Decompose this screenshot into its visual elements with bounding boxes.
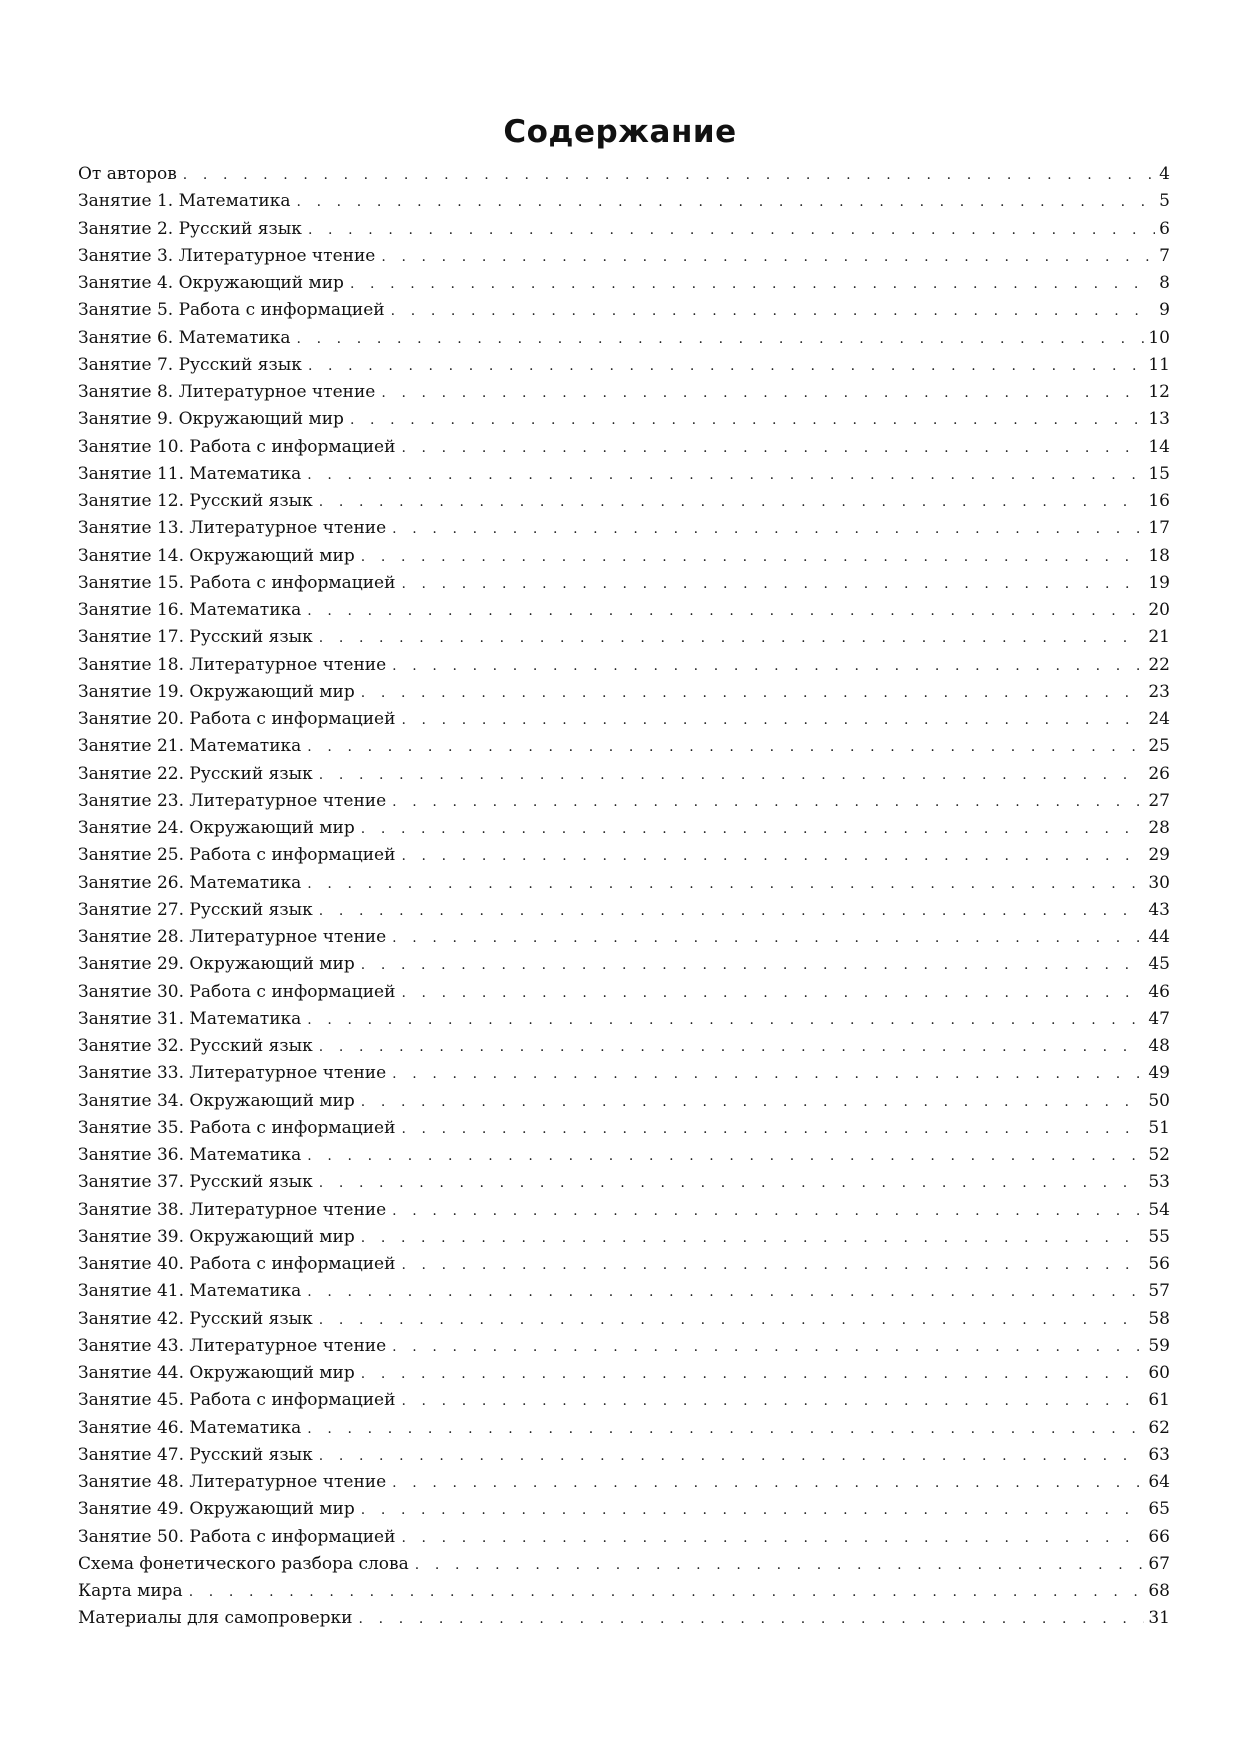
- toc-entry-label: Занятие 19. Окружающий мир: [78, 681, 355, 702]
- toc-entry-page-number: 6: [1159, 218, 1170, 239]
- toc-leader-dots: [361, 952, 1145, 979]
- toc-entry-page-number: 66: [1148, 1526, 1170, 1547]
- toc-entry-page-number: 44: [1148, 927, 1170, 947]
- toc-leader-dots: [307, 598, 1144, 625]
- toc-leader-dots: [381, 244, 1155, 271]
- toc-entry-page-number: 64: [1148, 1472, 1170, 1492]
- toc-entry[interactable]: [78, 297, 1170, 324]
- toc-leader-dots: [392, 1198, 1144, 1225]
- toc-leader-dots: [183, 162, 1155, 189]
- toc-entry-label: Занятие 31. Математика: [78, 1008, 302, 1029]
- toc-entry-page-number: 45: [1148, 954, 1170, 975]
- toc-entry-page-number: 46: [1148, 981, 1170, 1002]
- toc-entry[interactable]: [78, 733, 1170, 760]
- toc-leader-dots: [401, 1388, 1144, 1415]
- toc-entry-page-number: 28: [1148, 818, 1170, 838]
- toc-entry-label: Занятие 45. Работа с информацией: [78, 1390, 396, 1411]
- toc-entry-label: Занятие 41. Математика: [78, 1281, 302, 1302]
- toc-entry-page-number: 18: [1148, 545, 1170, 566]
- toc-entry[interactable]: [78, 352, 1170, 379]
- toc-entry[interactable]: [78, 1060, 1170, 1087]
- toc-entry-label: Занятие 30. Работа с информацией: [78, 981, 396, 1002]
- toc-entry-page-number: 26: [1148, 763, 1170, 784]
- toc-entry-page-number: 57: [1148, 1281, 1170, 1302]
- toc-entry-page-number: 21: [1148, 627, 1170, 648]
- toc-entry-label: Занятие 24. Окружающий мир: [78, 818, 355, 838]
- toc-entry[interactable]: [78, 597, 1170, 624]
- toc-entry-label: Занятие 4. Окружающий мир: [78, 273, 344, 293]
- toc-entry[interactable]: [78, 1115, 1170, 1142]
- toc-entry-label: Занятие 38. Литературное чтение: [78, 1199, 387, 1220]
- toc-entry[interactable]: [78, 243, 1170, 270]
- toc-leader-dots: [350, 271, 1155, 298]
- toc-entry[interactable]: [78, 379, 1170, 406]
- toc-entry[interactable]: [78, 788, 1170, 815]
- toc-leader-dots: [319, 898, 1145, 925]
- toc-entry[interactable]: [78, 1551, 1170, 1578]
- toc-entry-page-number: 14: [1148, 436, 1170, 457]
- toc-leader-dots: [319, 1170, 1145, 1197]
- toc-leader-dots: [361, 544, 1145, 571]
- toc-leader-dots: [307, 1416, 1144, 1443]
- toc-entry[interactable]: [78, 1415, 1170, 1442]
- toc-leader-dots: [361, 1361, 1145, 1388]
- toc-entry-page-number: 13: [1148, 409, 1170, 430]
- toc-leader-dots: [361, 680, 1145, 707]
- toc-entry-page-number: 31: [1148, 1608, 1170, 1629]
- toc-entry-label: Занятие 16. Математика: [78, 600, 302, 620]
- toc-entry[interactable]: [78, 1524, 1170, 1551]
- toc-entry[interactable]: [78, 951, 1170, 978]
- toc-entry-page-number: 9: [1159, 300, 1170, 321]
- toc-entry[interactable]: [78, 1442, 1170, 1469]
- toc-entry-page-number: 60: [1148, 1363, 1170, 1383]
- toc-leader-dots: [401, 435, 1144, 462]
- toc-entry-label: Занятие 1. Математика: [78, 191, 291, 212]
- toc-leader-dots: [392, 516, 1144, 543]
- toc-entry-label: Занятие 20. Работа с информацией: [78, 709, 396, 729]
- toc-entry-page-number: 11: [1148, 354, 1170, 375]
- toc-leader-dots: [392, 1334, 1144, 1361]
- toc-entry[interactable]: [78, 679, 1170, 706]
- toc-entry[interactable]: [78, 543, 1170, 570]
- toc-entry[interactable]: [78, 979, 1170, 1006]
- toc-entry[interactable]: [78, 1197, 1170, 1224]
- toc-entry-page-number: 4: [1159, 164, 1170, 184]
- toc-entry-label: Занятие 33. Литературное чтение: [78, 1063, 387, 1084]
- toc-leader-dots: [319, 1307, 1145, 1334]
- toc-leader-dots: [401, 843, 1144, 870]
- toc-entry[interactable]: [78, 488, 1170, 515]
- toc-entry-page-number: 8: [1159, 273, 1170, 293]
- toc-entry-label: Занятие 8. Литературное чтение: [78, 382, 376, 402]
- toc-leader-dots: [392, 789, 1144, 816]
- toc-entry-label: Занятие 14. Окружающий мир: [78, 545, 355, 566]
- toc-leader-dots: [359, 1606, 1145, 1633]
- toc-entry-label: Занятие 12. Русский язык: [78, 491, 313, 511]
- toc-entry-label: Карта мира: [78, 1581, 183, 1601]
- toc-entry-page-number: 25: [1148, 736, 1170, 757]
- toc-leader-dots: [308, 217, 1155, 244]
- toc-entry[interactable]: [78, 1578, 1170, 1605]
- toc-leader-dots: [401, 1252, 1144, 1279]
- toc-entry[interactable]: [78, 1360, 1170, 1387]
- toc-leader-dots: [392, 653, 1144, 680]
- toc-entry-label: Занятие 23. Литературное чтение: [78, 790, 387, 811]
- toc-entry-page-number: 7: [1159, 245, 1170, 266]
- toc-entry-page-number: 59: [1148, 1335, 1170, 1356]
- toc-entry-page-number: 55: [1148, 1226, 1170, 1247]
- toc-entry[interactable]: [78, 1251, 1170, 1278]
- toc-entry-page-number: 24: [1148, 709, 1170, 729]
- toc-entry-page-number: 22: [1148, 654, 1170, 675]
- toc-leader-dots: [319, 762, 1145, 789]
- toc-leader-dots: [401, 1525, 1144, 1552]
- toc-leader-dots: [401, 707, 1144, 734]
- toc-entry-page-number: 12: [1148, 382, 1170, 402]
- toc-leader-dots: [392, 1470, 1144, 1497]
- toc-entry[interactable]: [78, 842, 1170, 869]
- toc-entry[interactable]: [78, 1605, 1170, 1632]
- toc-entry-label: Занятие 43. Литературное чтение: [78, 1335, 387, 1356]
- toc-entry[interactable]: [78, 1033, 1170, 1060]
- toc-entry-label: Занятие 10. Работа с информацией: [78, 436, 396, 457]
- toc-entry-page-number: 63: [1148, 1444, 1170, 1465]
- toc-entry-label: Занятие 42. Русский язык: [78, 1308, 313, 1329]
- toc-entry-label: Занятие 18. Литературное чтение: [78, 654, 387, 675]
- toc-entry-label: Занятие 50. Работа с информацией: [78, 1526, 396, 1547]
- toc-entry-label: Занятие 48. Литературное чтение: [78, 1472, 387, 1492]
- toc-leader-dots: [381, 380, 1144, 407]
- toc-entry-page-number: 5: [1159, 191, 1170, 212]
- toc-entry-label: Занятие 40. Работа с информацией: [78, 1254, 396, 1274]
- toc-entry-label: Занятие 39. Окружающий мир: [78, 1226, 355, 1247]
- toc-entry-page-number: 10: [1148, 327, 1170, 348]
- toc-entry-label: Занятие 25. Работа с информацией: [78, 845, 396, 866]
- toc-leader-dots: [189, 1579, 1145, 1606]
- toc-leader-dots: [296, 189, 1155, 216]
- toc-entry-page-number: 49: [1148, 1063, 1170, 1084]
- toc-leader-dots: [361, 1497, 1145, 1524]
- toc-leader-dots: [296, 326, 1144, 353]
- toc-entry-label: Занятие 46. Математика: [78, 1417, 302, 1438]
- toc-entry-label: Занятие 35. Работа с информацией: [78, 1117, 396, 1138]
- toc-entry-page-number: 51: [1148, 1117, 1170, 1138]
- toc-entry-label: Занятие 37. Русский язык: [78, 1172, 313, 1193]
- toc-entry-page-number: 54: [1148, 1199, 1170, 1220]
- toc-entry-page-number: 61: [1148, 1390, 1170, 1411]
- toc-entry[interactable]: [78, 1333, 1170, 1360]
- toc-entry-label: Занятие 17. Русский язык: [78, 627, 313, 648]
- toc-entry-label: Занятие 21. Математика: [78, 736, 302, 757]
- toc-leader-dots: [391, 298, 1156, 325]
- toc-entry-page-number: 29: [1148, 845, 1170, 866]
- toc-entry[interactable]: [78, 1088, 1170, 1115]
- toc-entry[interactable]: [78, 706, 1170, 733]
- toc-entry-page-number: 16: [1148, 491, 1170, 511]
- toc-entry-page-number: 68: [1148, 1581, 1170, 1601]
- toc-entry[interactable]: [78, 570, 1170, 597]
- toc-entry[interactable]: [78, 1169, 1170, 1196]
- page-title: Содержание: [503, 114, 737, 150]
- toc-leader-dots: [415, 1552, 1145, 1579]
- toc-entry-page-number: 27: [1148, 790, 1170, 811]
- toc-entry-label: Занятие 5. Работа с информацией: [78, 300, 385, 321]
- toc-entry-label: Занятие 36. Математика: [78, 1145, 302, 1165]
- toc-entry-page-number: 67: [1148, 1553, 1170, 1574]
- toc-entry[interactable]: [78, 1387, 1170, 1414]
- toc-entry[interactable]: [78, 624, 1170, 651]
- toc-entry-label: Занятие 44. Окружающий мир: [78, 1363, 355, 1383]
- toc-entry[interactable]: [78, 406, 1170, 433]
- toc-entry-page-number: 47: [1148, 1008, 1170, 1029]
- toc-leader-dots: [401, 980, 1144, 1007]
- toc-entry-label: От авторов: [78, 164, 177, 184]
- toc-entry[interactable]: [78, 461, 1170, 488]
- toc-entry[interactable]: [78, 270, 1170, 297]
- toc-entry-page-number: 15: [1148, 463, 1170, 484]
- toc-entry-page-number: 65: [1148, 1499, 1170, 1520]
- toc-entry-label: Занятие 27. Русский язык: [78, 899, 313, 920]
- toc-entry[interactable]: [78, 815, 1170, 842]
- toc-entry-label: Занятие 13. Литературное чтение: [78, 518, 387, 539]
- toc-entry-page-number: 62: [1148, 1417, 1170, 1438]
- toc-leader-dots: [307, 1279, 1144, 1306]
- toc-entry[interactable]: [78, 1306, 1170, 1333]
- toc-entry-page-number: 30: [1148, 872, 1170, 893]
- toc-entry-label: Занятие 9. Окружающий мир: [78, 409, 344, 430]
- toc-entry[interactable]: [78, 161, 1170, 188]
- toc-leader-dots: [401, 1116, 1144, 1143]
- toc-leader-dots: [401, 571, 1144, 598]
- toc-leader-dots: [319, 489, 1145, 516]
- toc-entry-page-number: 58: [1148, 1308, 1170, 1329]
- toc-entry[interactable]: [78, 761, 1170, 788]
- toc-entry[interactable]: [78, 1469, 1170, 1496]
- toc-leader-dots: [319, 625, 1145, 652]
- toc-leader-dots: [307, 734, 1144, 761]
- toc-entry-label: Занятие 22. Русский язык: [78, 763, 313, 784]
- toc-entry[interactable]: [78, 652, 1170, 679]
- toc-entry-page-number: 23: [1148, 681, 1170, 702]
- toc-entry[interactable]: [78, 1496, 1170, 1523]
- toc-entry-label: Занятие 15. Работа с информацией: [78, 572, 396, 593]
- toc-entry[interactable]: [78, 434, 1170, 461]
- toc-leader-dots: [361, 1089, 1145, 1116]
- toc-entry[interactable]: [78, 870, 1170, 897]
- toc-leader-dots: [307, 1143, 1144, 1170]
- toc-entry[interactable]: [78, 1224, 1170, 1251]
- toc-entry-page-number: 56: [1148, 1254, 1170, 1274]
- toc-entry-label: Занятие 26. Математика: [78, 872, 302, 893]
- toc-leader-dots: [392, 1061, 1144, 1088]
- toc-entry-label: Занятие 49. Окружающий мир: [78, 1499, 355, 1520]
- toc-entry-page-number: 52: [1148, 1145, 1170, 1165]
- toc-entry-page-number: 48: [1148, 1036, 1170, 1056]
- toc-entry[interactable]: [78, 216, 1170, 243]
- toc-leader-dots: [319, 1034, 1145, 1061]
- toc-entry[interactable]: [78, 897, 1170, 924]
- toc-leader-dots: [307, 871, 1144, 898]
- toc-entry-label: Занятие 3. Литературное чтение: [78, 245, 376, 266]
- toc-leader-dots: [319, 1443, 1145, 1470]
- toc-leader-dots: [361, 816, 1145, 843]
- toc-leader-dots: [307, 1007, 1144, 1034]
- toc-entry-label: Занятие 6. Математика: [78, 327, 291, 348]
- toc-entry-page-number: 53: [1148, 1172, 1170, 1193]
- toc-entry-label: Занятие 2. Русский язык: [78, 218, 302, 239]
- table-of-contents: [78, 161, 1170, 1633]
- toc-leader-dots: [308, 353, 1144, 380]
- toc-entry-label: Схема фонетического разбора слова: [78, 1553, 409, 1574]
- toc-entry[interactable]: [78, 188, 1170, 215]
- toc-entry[interactable]: [78, 1278, 1170, 1305]
- toc-leader-dots: [350, 407, 1144, 434]
- toc-entry-label: Занятие 29. Окружающий мир: [78, 954, 355, 975]
- toc-entry-page-number: 20: [1148, 600, 1170, 620]
- toc-entry-label: Занятие 47. Русский язык: [78, 1444, 313, 1465]
- toc-entry-label: Занятие 34. Окружающий мир: [78, 1090, 355, 1111]
- toc-entry-page-number: 50: [1148, 1090, 1170, 1111]
- toc-entry[interactable]: [78, 1142, 1170, 1169]
- toc-entry[interactable]: [78, 325, 1170, 352]
- toc-leader-dots: [307, 462, 1144, 489]
- toc-entry-label: Занятие 28. Литературное чтение: [78, 927, 387, 947]
- toc-leader-dots: [392, 925, 1144, 952]
- toc-entry-label: Занятие 11. Математика: [78, 463, 302, 484]
- toc-entry[interactable]: [78, 924, 1170, 951]
- toc-entry-page-number: 19: [1148, 572, 1170, 593]
- toc-entry-page-number: 43: [1148, 899, 1170, 920]
- toc-leader-dots: [361, 1225, 1145, 1252]
- toc-entry-label: Занятие 7. Русский язык: [78, 354, 302, 375]
- toc-entry-label: Материалы для самопроверки: [78, 1608, 353, 1629]
- toc-entry[interactable]: [78, 1006, 1170, 1033]
- toc-entry-page-number: 17: [1148, 518, 1170, 539]
- toc-entry[interactable]: [78, 515, 1170, 542]
- toc-entry-label: Занятие 32. Русский язык: [78, 1036, 313, 1056]
